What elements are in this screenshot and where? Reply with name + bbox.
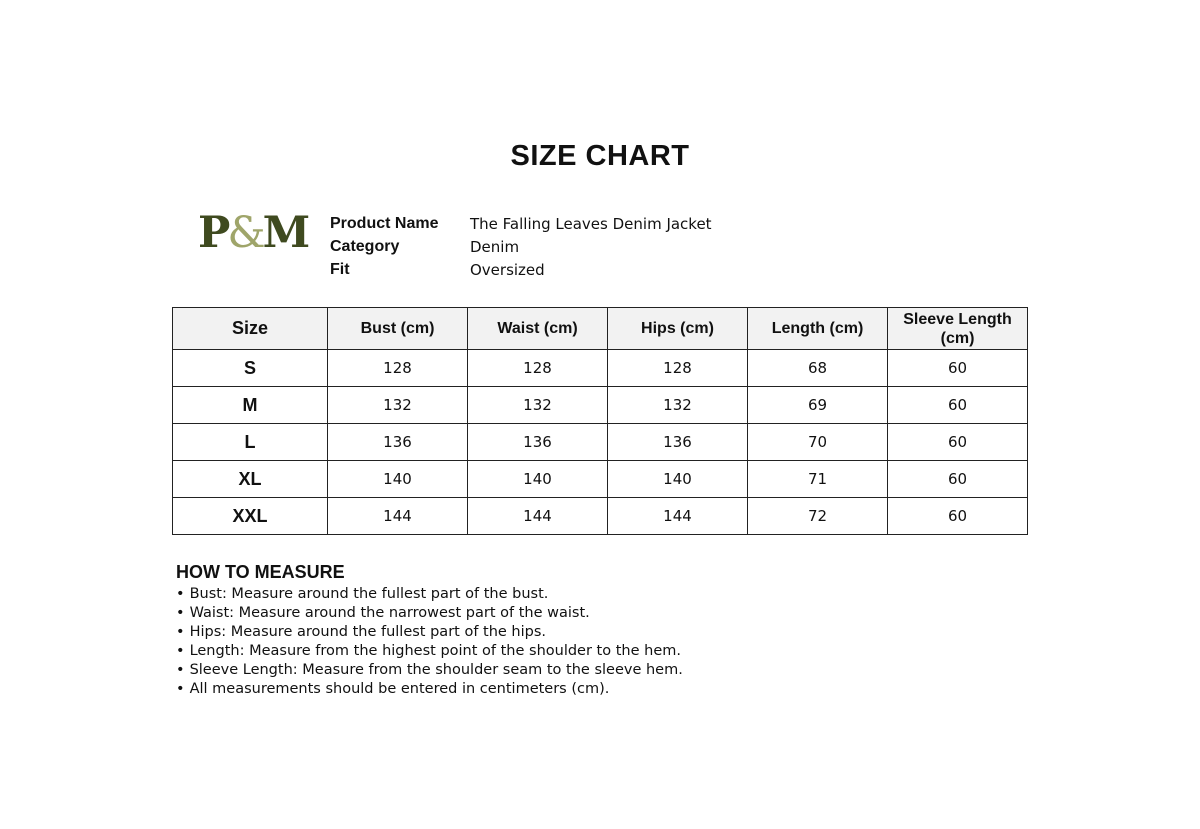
list-item: • Sleeve Length: Measure from the shoulder seam to the sleeve hem.: [176, 661, 683, 680]
column-header-hips: Hips (cm): [608, 308, 748, 350]
size-cell: XXL: [173, 498, 328, 535]
table-row: [173, 350, 1028, 387]
table-row: [173, 424, 1028, 461]
table-cell: 70: [748, 424, 888, 461]
column-header-length: Length (cm): [748, 308, 888, 350]
column-header-waist: Waist (cm): [468, 308, 608, 350]
section-title: HOW TO MEASURE: [176, 562, 345, 582]
table-cell: 72: [748, 498, 888, 535]
info-label: Product Name: [330, 214, 439, 232]
brand-logo: [198, 208, 310, 258]
table-row: [173, 387, 1028, 424]
info-value: Oversized: [470, 260, 545, 279]
table-cell: 60: [888, 387, 1028, 424]
product-info: [330, 212, 712, 281]
column-header-size: Size: [173, 308, 328, 350]
table-cell: 132: [468, 387, 608, 424]
table-cell: 136: [328, 424, 468, 461]
table-row: [173, 498, 1028, 535]
column-header-bust: Bust (cm): [328, 308, 468, 350]
table-row: [173, 461, 1028, 498]
list-item: • Hips: Measure around the fullest part of the hips.: [176, 623, 683, 642]
info-value: The Falling Leaves Denim Jacket: [470, 214, 712, 233]
size-cell: L: [173, 424, 328, 461]
how-to-measure: [176, 562, 683, 699]
table-cell: 128: [468, 350, 608, 387]
list-item: • All measurements should be entered in centimeters (cm).: [176, 680, 683, 699]
table-cell: 60: [888, 461, 1028, 498]
list-item: • Waist: Measure around the narrowest part of the waist.: [176, 604, 683, 623]
page-title: SIZE CHART: [510, 140, 690, 172]
table-cell: 140: [468, 461, 608, 498]
table-cell: 136: [468, 424, 608, 461]
size-cell: XL: [173, 461, 328, 498]
info-value: Denim: [470, 237, 520, 256]
table-cell: 140: [608, 461, 748, 498]
table-cell: 68: [748, 350, 888, 387]
table-cell: 128: [608, 350, 748, 387]
table-header-row: [173, 308, 1028, 350]
table-cell: 144: [328, 498, 468, 535]
table-cell: 136: [608, 424, 748, 461]
table-cell: 60: [888, 498, 1028, 535]
info-row-product-name: [330, 212, 712, 235]
logo-letter-right: M: [262, 208, 310, 258]
info-row-fit: [330, 258, 712, 281]
size-table: [172, 307, 1028, 535]
size-cell: M: [173, 387, 328, 424]
table-cell: 71: [748, 461, 888, 498]
column-header-sleeve-length: Sleeve Length (cm): [888, 308, 1028, 350]
logo-letter-left: P: [198, 208, 230, 258]
table-cell: 132: [328, 387, 468, 424]
list-item: • Length: Measure from the highest point of the shoulder to the hem.: [176, 642, 683, 661]
table-cell: 128: [328, 350, 468, 387]
table-cell: 144: [608, 498, 748, 535]
table-cell: 69: [748, 387, 888, 424]
size-cell: S: [173, 350, 328, 387]
measure-list: [176, 585, 683, 699]
table-cell: 132: [608, 387, 748, 424]
info-label: Category: [330, 237, 400, 255]
info-label: Fit: [330, 260, 350, 278]
logo-ampersand: &: [227, 208, 265, 258]
table-cell: 140: [328, 461, 468, 498]
table-cell: 144: [468, 498, 608, 535]
table-cell: 60: [888, 350, 1028, 387]
info-row-category: [330, 235, 712, 258]
list-item: • Bust: Measure around the fullest part of the bust.: [176, 585, 683, 604]
table-cell: 60: [888, 424, 1028, 461]
